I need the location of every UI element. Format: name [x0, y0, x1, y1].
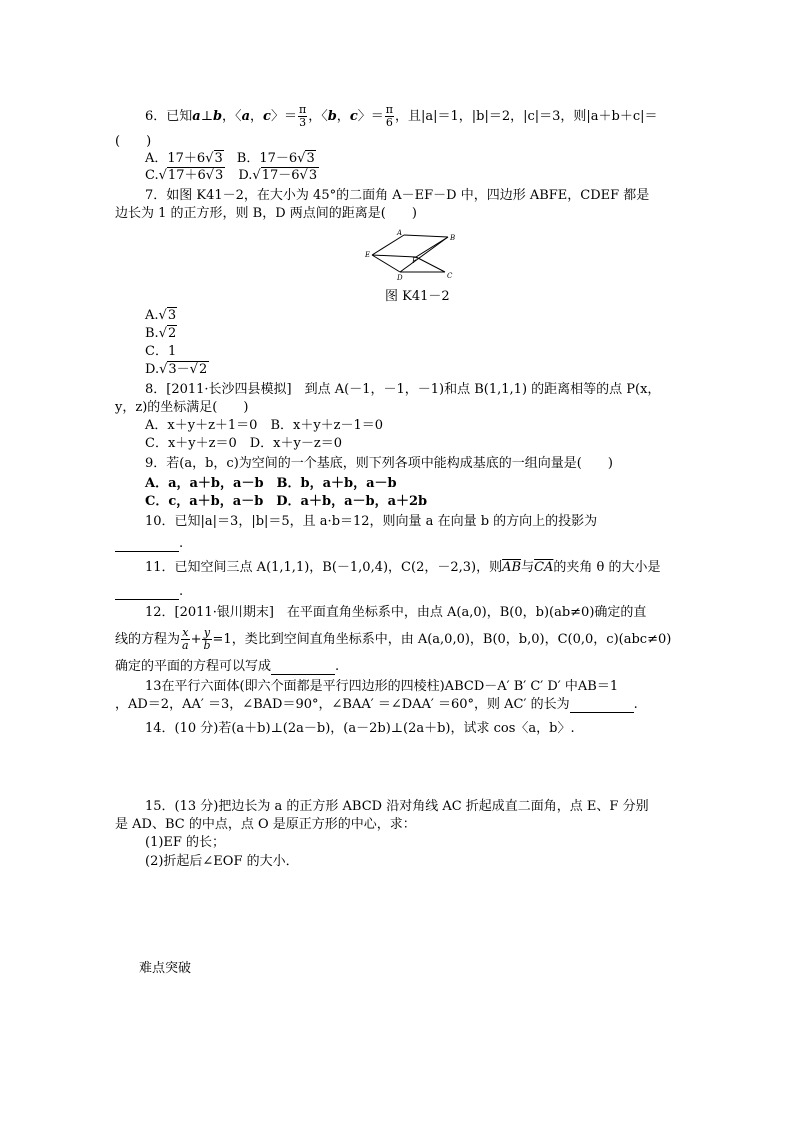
q6-line1: 6．已知a⊥b，〈a，c〉＝ $\frac{\pi}{3}$ ，〈b，c〉＝ $\frac{\pi}{6}$ ，且|a|＝1，|b|＝2，|c|＝3，则|a＋b＋c|＝: [145, 103, 658, 129]
q15-part1: (1)EF 的长；: [145, 835, 226, 850]
q7-caption: 图 K41－2: [385, 289, 450, 304]
q15-part2: (2)折起后∠EOF 的大小．: [145, 854, 299, 869]
q15-line1: 15．(13 分)把边长为 a 的正方形 ABCD 沿对角线 AC 折起成直二面角，点 E、F 分别: [145, 799, 649, 814]
q6-frac-pi6: $\frac{\pi}{6}$: [385, 103, 393, 129]
q7-opt-d: D.√3－√2: [145, 362, 208, 377]
q14-line1: 14．(10 分)若(a＋b)⊥(2a－b)，(a－2b)⊥(2a＋b)，试求 cos〈a，b〉.: [145, 721, 575, 736]
q6-paren: ( ): [115, 134, 152, 149]
q13-line2: ，AD＝2，AA′ ＝3，∠BAD＝90°，∠BAA′ ＝∠DAA′ ＝60°，则 AC′ 的长为 .: [115, 697, 638, 712]
section-heading: 难点突破: [139, 961, 192, 976]
q9-opt1: A．a，a＋b，a－b B．b，a＋b，a－b: [145, 476, 397, 491]
q12-blank[interactable]: [271, 662, 335, 675]
fig-label-d: D: [397, 274, 403, 282]
q8-line2: y，z)的坐标满足( ): [115, 400, 249, 415]
q7-opt-c: C．1: [145, 344, 177, 359]
q8-opt1: A．x＋y＋z＋1＝0 B．x＋y＋z－1＝0: [145, 418, 384, 433]
q9-opt2: C．c，a＋b，a－b D．a＋b，a－b，a＋2b: [145, 494, 428, 509]
q6-frac-pi3: $\frac{\pi}{3}$: [298, 103, 307, 129]
q6-options-ab: A．17＋6√3 B．17－6√3: [145, 151, 315, 166]
q7-opt-a: A.√3: [145, 308, 177, 323]
fig-label-a: A: [397, 229, 403, 237]
q10-answer: .: [115, 536, 183, 552]
q13-blank[interactable]: [570, 700, 634, 713]
dihedral-figure: [360, 228, 470, 284]
q9-line1: 9．若(a，b，c)为空间的一个基底，则下列各项中能构成基底的一组向量是( ): [145, 456, 613, 471]
q10-blank[interactable]: [115, 539, 179, 552]
fig-label-e: E: [365, 251, 371, 259]
q11-line1: 11．已知空间三点 A(1,1,1)，B(－1,0,4)，C(2，－2,3)，则$\overline{AB}$与$\overline{CA}$的夹角 θ 的大小是: [145, 560, 661, 575]
q11-blank[interactable]: [115, 587, 179, 600]
q11-answer: .: [115, 584, 183, 600]
q7-line1: 7．如图 K41－2，在大小为 45°的二面角 A－EF－D 中，四边形 ABFE，CDEF 都是: [145, 188, 650, 203]
q6-vec-perp: a: [192, 109, 201, 124]
vec-ca: $\overline{CA}$: [534, 560, 554, 575]
vec-ab: $\overline{AB}$: [502, 560, 522, 575]
q12-frac-x: $\frac{x}{a}$: [182, 626, 189, 652]
q7-line2: 边长为 1 的正方形，则 B，D 两点间的距离是( ): [115, 206, 417, 221]
q13-line1: 13在平行六面体(即六个面都是平行四边形的四棱柱)ABCD－A′ B′ C′ D′ 中AB＝1: [145, 679, 619, 694]
q7-opt-b: B.√2: [145, 326, 177, 341]
q8-opt2: C．x＋y＋z＝0 D．x＋y－z＝0: [145, 436, 342, 451]
q12-frac-y: $\frac{y}{b}$: [203, 626, 211, 652]
q8-line1: 8．[2011·长沙四县模拟] 到点 A(－1，－1，－1)和点 B(1,1,1) 的距离相等的点 P(x，: [145, 382, 661, 397]
fig-label-f: F: [412, 257, 417, 265]
q12-line2: 线的方程为 $\frac{x}{a}$ + $\frac{y}{b}$ =1，类比到空间直角坐标系中，由 A(a,0,0)，B(0，b,0)，C(0,0，c)(abc≠0): [115, 626, 672, 652]
q15-line2: 是 AD、BC 的中点，点 O 是原正方形的中心，求：: [115, 817, 416, 832]
fig-label-b: B: [450, 234, 456, 242]
q6-options-cd: C.√17＋6√3 D.√17－6√3: [145, 168, 318, 183]
q12-line3: 确定的平面的方程可以写成 .: [115, 659, 340, 674]
q10-line1: 10．已知|a|＝3，|b|＝5，且 a·b＝12，则向量 a 在向量 b 的方向上的投影为: [145, 514, 598, 529]
fig-label-c: C: [447, 272, 453, 280]
q12-line1: 12．[2011·银川期末] 在平面直角坐标系中，由点 A(a,0)，B(0，b)(ab≠0)确定的直: [145, 605, 647, 620]
